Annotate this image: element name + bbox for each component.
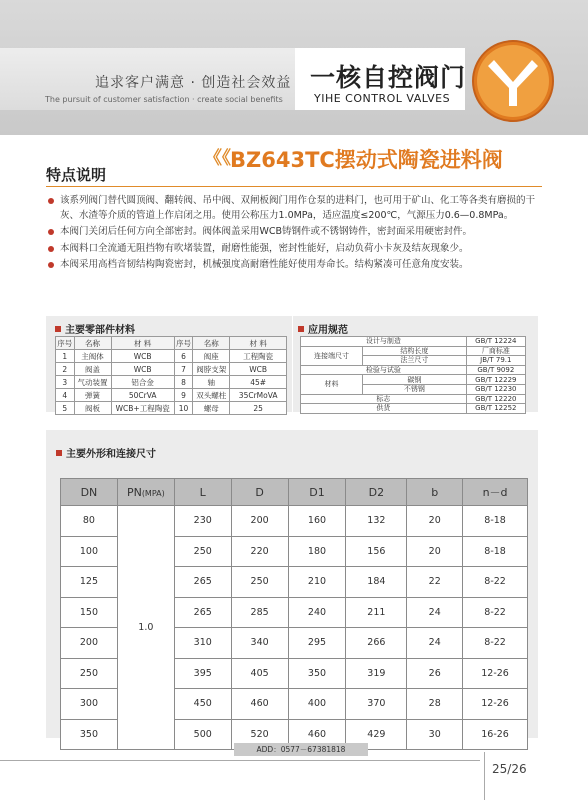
table-row: 材料 碳钢 GB/T 12229 (301, 375, 526, 385)
table-row: 设计与制造 GB/T 12224 (301, 337, 526, 347)
slogan-en: The pursuit of customer satisfaction · create social benefits (45, 95, 283, 104)
dimensions-heading: 主要外形和连接尺寸 (56, 445, 156, 460)
product-title: BZ643TC摆动式陶瓷进料阀 (230, 148, 503, 172)
brand-name-cn: 一核自控阀门 (310, 63, 467, 92)
table-row: 250 395 405 350 319 26 12-26 (61, 658, 528, 689)
table-row: 5 阀板 WCB+工程陶瓷 10 螺母 25 (56, 402, 287, 415)
table-row: 100 250 220 180 156 20 8-18 (61, 536, 528, 567)
table-row: 80 1.0 230 200 160 132 20 8-18 (61, 506, 528, 537)
title-chevrons: 《《 (204, 148, 231, 169)
feature-item: 本阀采用高档音韧结构陶瓷密封，机械强度高耐磨性能好使用寿命长。结构紧凑可任意角度安装。 (48, 258, 542, 273)
materials-heading: 主要零部件材料 (55, 321, 135, 336)
pn-cell: 1.0 (117, 506, 174, 750)
table-row: 标志 GB/T 12220 (301, 394, 526, 404)
footer-divider (0, 760, 480, 761)
table-row: 不锈钢 GB/T 12230 (301, 384, 526, 394)
feature-item: 该系列阀门替代圆顶阀、翻转阀、吊中阀、双闸板阀门用作仓泵的进料门，也可用于矿山、化工等各类有磨损的干灰、水渣等介质的管道上作启闭之用。使用公称压力1.0MPa，适应温度≤200℃，气源压力0.6—0.8MPa。 (48, 194, 542, 223)
page-number: 25/26 (492, 762, 527, 776)
square-bullet-icon (298, 326, 304, 332)
table-row: 法兰尺寸 JB/T 79.1 (301, 356, 526, 366)
page-number-divider (484, 752, 485, 800)
table-row: 3 气动装置 铝合金 8 轴 45# (56, 376, 287, 389)
bullet-icon (48, 262, 54, 268)
square-bullet-icon (56, 450, 62, 456)
table-row: 300 450 460 400 370 28 12-26 (61, 689, 528, 720)
bullet-icon (48, 229, 54, 235)
table-header-row: DN PN(MPA) L D D1 D2 b n－d (61, 479, 528, 506)
table-row: 供货 GB/T 12252 (301, 404, 526, 414)
slogan-cn: 追求客户满意 · 创造社会效益 (95, 75, 292, 91)
table-row: 连接端尺寸 结构长度 厂商标准 (301, 346, 526, 356)
dimensions-table (60, 478, 528, 750)
features-list (48, 194, 542, 275)
features-heading: 特点说明 (46, 166, 107, 184)
table-row: 350 500 520 460 429 30 16-26 (61, 719, 528, 750)
yihe-logo-icon (470, 38, 556, 124)
address-bar: ADD：0577－67381818 (234, 743, 368, 756)
square-bullet-icon (55, 326, 61, 332)
feature-item: 本阀料口全流通无阻挡物有吹堵装置，耐磨性能强，密封性能好，启动负荷小卡灰及结灰现象少。 (48, 242, 542, 257)
table-row: 125 265 250 210 184 22 8-22 (61, 567, 528, 598)
standards-heading: 应用规范 (298, 321, 348, 336)
standards-table (300, 336, 526, 414)
table-row: 4 弹簧 50CrVA 9 双头螺柱 35CrMoVA (56, 389, 287, 402)
table-row: 150 265 285 240 211 24 8-22 (61, 597, 528, 628)
feature-item: 本阀门关闭后任何方向全部密封。阀体阀盖采用WCB铸钢件或不锈钢铸件，密封面采用硬密封件。 (48, 225, 542, 240)
table-row: 200 310 340 295 266 24 8-22 (61, 628, 528, 659)
table-row: 2 阀盖 WCB 7 阀脖支架 WCB (56, 363, 287, 376)
title-divider (46, 186, 542, 187)
table-row: 1 主阀体 WCB 6 阀座 工程陶瓷 (56, 350, 287, 363)
bullet-icon (48, 198, 54, 204)
brand-name-en: YIHE CONTROL VALVES (314, 92, 451, 105)
materials-table (55, 336, 287, 415)
bullet-icon (48, 246, 54, 252)
table-header-row: 序号 名称 材 料 序号 名称 材 料 (56, 337, 287, 350)
table-row: 检验与试验 GB/T 9092 (301, 365, 526, 375)
